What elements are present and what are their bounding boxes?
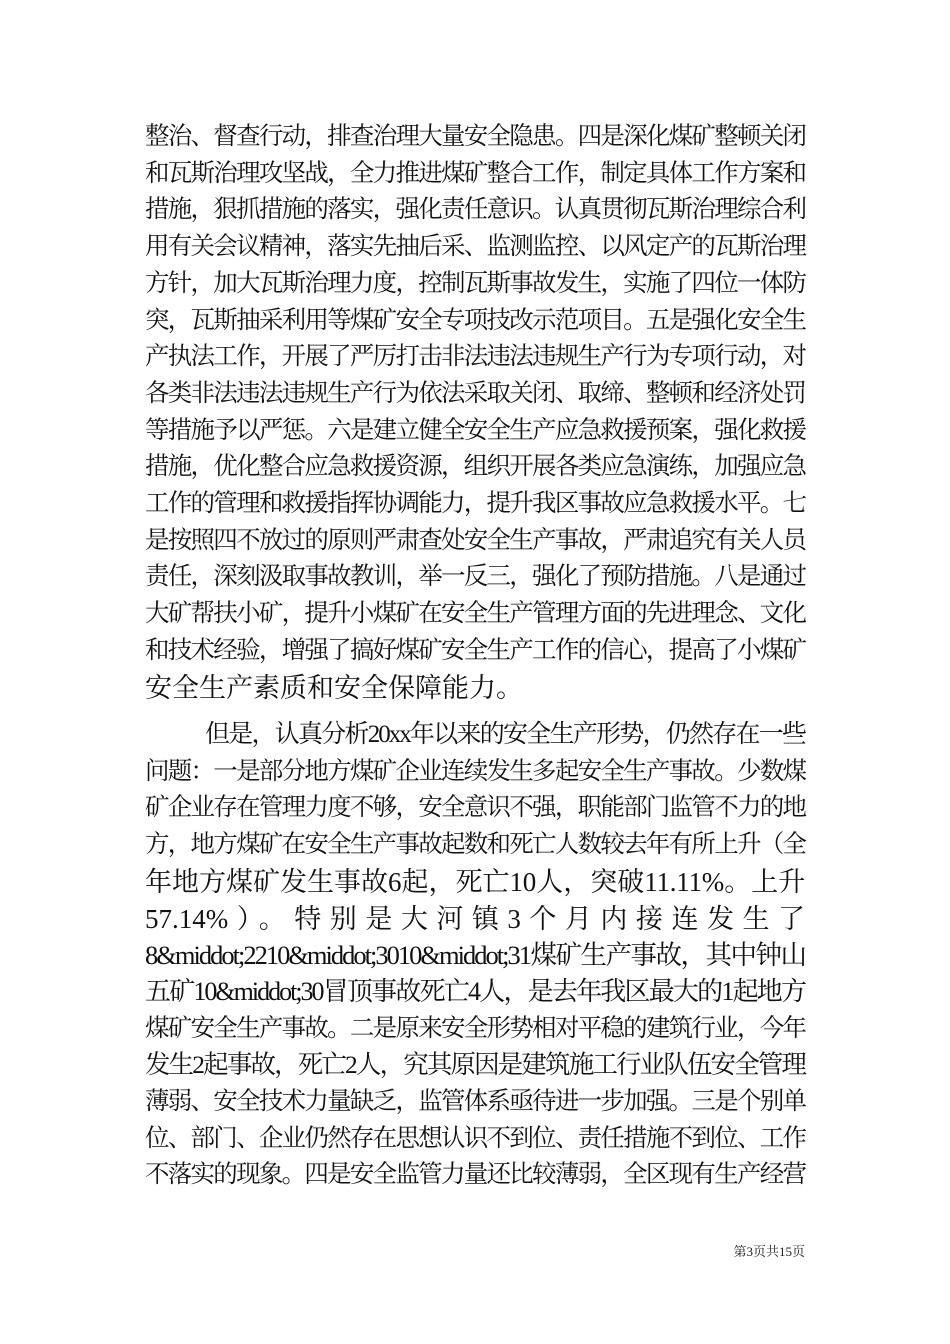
paragraph-1-line: 用有关会议精神，落实先抽后采、监测监控、以风定产的瓦斯治理 bbox=[145, 233, 805, 261]
page-number-footer: 第3页共15页 bbox=[733, 1244, 805, 1259]
paragraph-2-line: 年地方煤矿发生事故6起，死亡10人，突破11.11%。上升 bbox=[145, 866, 805, 897]
paragraph-2-line: 发生2起事故，死亡2人，究其原因是建筑施工行业队伍安全管理 bbox=[145, 1050, 805, 1080]
paragraph-2-line: 但是，认真分析20xx年以来的安全生产形势，仍然存在一些 bbox=[205, 721, 805, 748]
paragraph-1-line: 和瓦斯治理攻坚战，全力推进煤矿整合工作，制定具体工作方案和 bbox=[145, 159, 805, 187]
paragraph-2-line: 57.14%）。特别是大河镇3个月内接连发生了 bbox=[145, 903, 805, 934]
paragraph-2-line: 位、部门、企业仍然存在思想认识不到位、责任措施不到位、工作 bbox=[145, 1124, 805, 1152]
paragraph-1-line: 责任，深刻汲取事故教训，举一反三，强化了预防措施。八是通过 bbox=[145, 563, 805, 591]
paragraph-2-line: 煤矿安全生产事故。二是原来安全形势相对平稳的建筑行业，今年 bbox=[145, 1014, 805, 1042]
paragraph-1-line: 等措施予以严惩。六是建立健全安全生产应急救援预案，强化救援 bbox=[145, 416, 805, 444]
paragraph-1-line: 突，瓦斯抽采利用等煤矿安全专项技改示范项目。五是强化安全生 bbox=[145, 306, 805, 334]
paragraph-1-line: 措施，狠抓措施的落实，强化责任意识。认真贯彻瓦斯治理综合利 bbox=[145, 196, 805, 224]
paragraph-2-line: 问题：一是部分地方煤矿企业连续发生多起安全生产事故。少数煤 bbox=[145, 757, 805, 785]
paragraph-2-line: 方，地方煤矿在安全生产事故起数和死亡人数较去年有所上升（全 bbox=[145, 831, 805, 859]
paragraph-1-line: 大矿帮扶小矿，提升小煤矿在安全生产管理方面的先进理念、文化 bbox=[145, 600, 805, 628]
paragraph-1-line: 工作的管理和救援指挥协调能力，提升我区事故应急救援水平。七 bbox=[145, 490, 805, 517]
paragraph-1-line: 各类非法违法违规生产行为依法采取关闭、取缔、整顿和经济处罚 bbox=[145, 379, 805, 407]
paragraph-1-line: 安全生产素质和安全保障能力。 bbox=[145, 672, 523, 703]
paragraph-1-line: 产执法工作，开展了严厉打击非法违法违规生产行为专项行动，对 bbox=[145, 343, 805, 371]
paragraph-1-line: 整治、督查行动，排查治理大量安全隐患。四是深化煤矿整顿关闭 bbox=[145, 123, 805, 150]
paragraph-1-line: 和技术经验，增强了搞好煤矿安全生产工作的信心，提高了小煤矿 bbox=[145, 636, 805, 664]
paragraph-2-line: 矿企业存在管理力度不够，安全意识不强，职能部门监管不力的地 bbox=[145, 794, 805, 822]
paragraph-1-line: 是按照四不放过的原则严肃查处安全生产事故，严肃追究有关人员 bbox=[145, 526, 805, 554]
paragraph-2-line: 薄弱、安全技术力量缺乏，监管体系亟待进一步加强。三是个别单 bbox=[145, 1088, 805, 1115]
paragraph-2-line: 不落实的现象。四是安全监管力量还比较薄弱，全区现有生产经营 bbox=[145, 1161, 805, 1189]
paragraph-2-line: 五矿10&middot;30冒顶事故死亡4人，是去年我区最大的1起地方 bbox=[145, 976, 805, 1006]
paragraph-1-line: 方针，加大瓦斯治理力度，控制瓦斯事故发生，实施了四位一体防 bbox=[145, 269, 805, 297]
paragraph-1-line: 措施，优化整合应急救援资源，组织开展各类应急演练，加强应急 bbox=[145, 453, 805, 481]
paragraph-2-line: 8&middot;2210&middot;3010&middot;31煤矿生产事故，其中钟山 bbox=[145, 940, 805, 971]
